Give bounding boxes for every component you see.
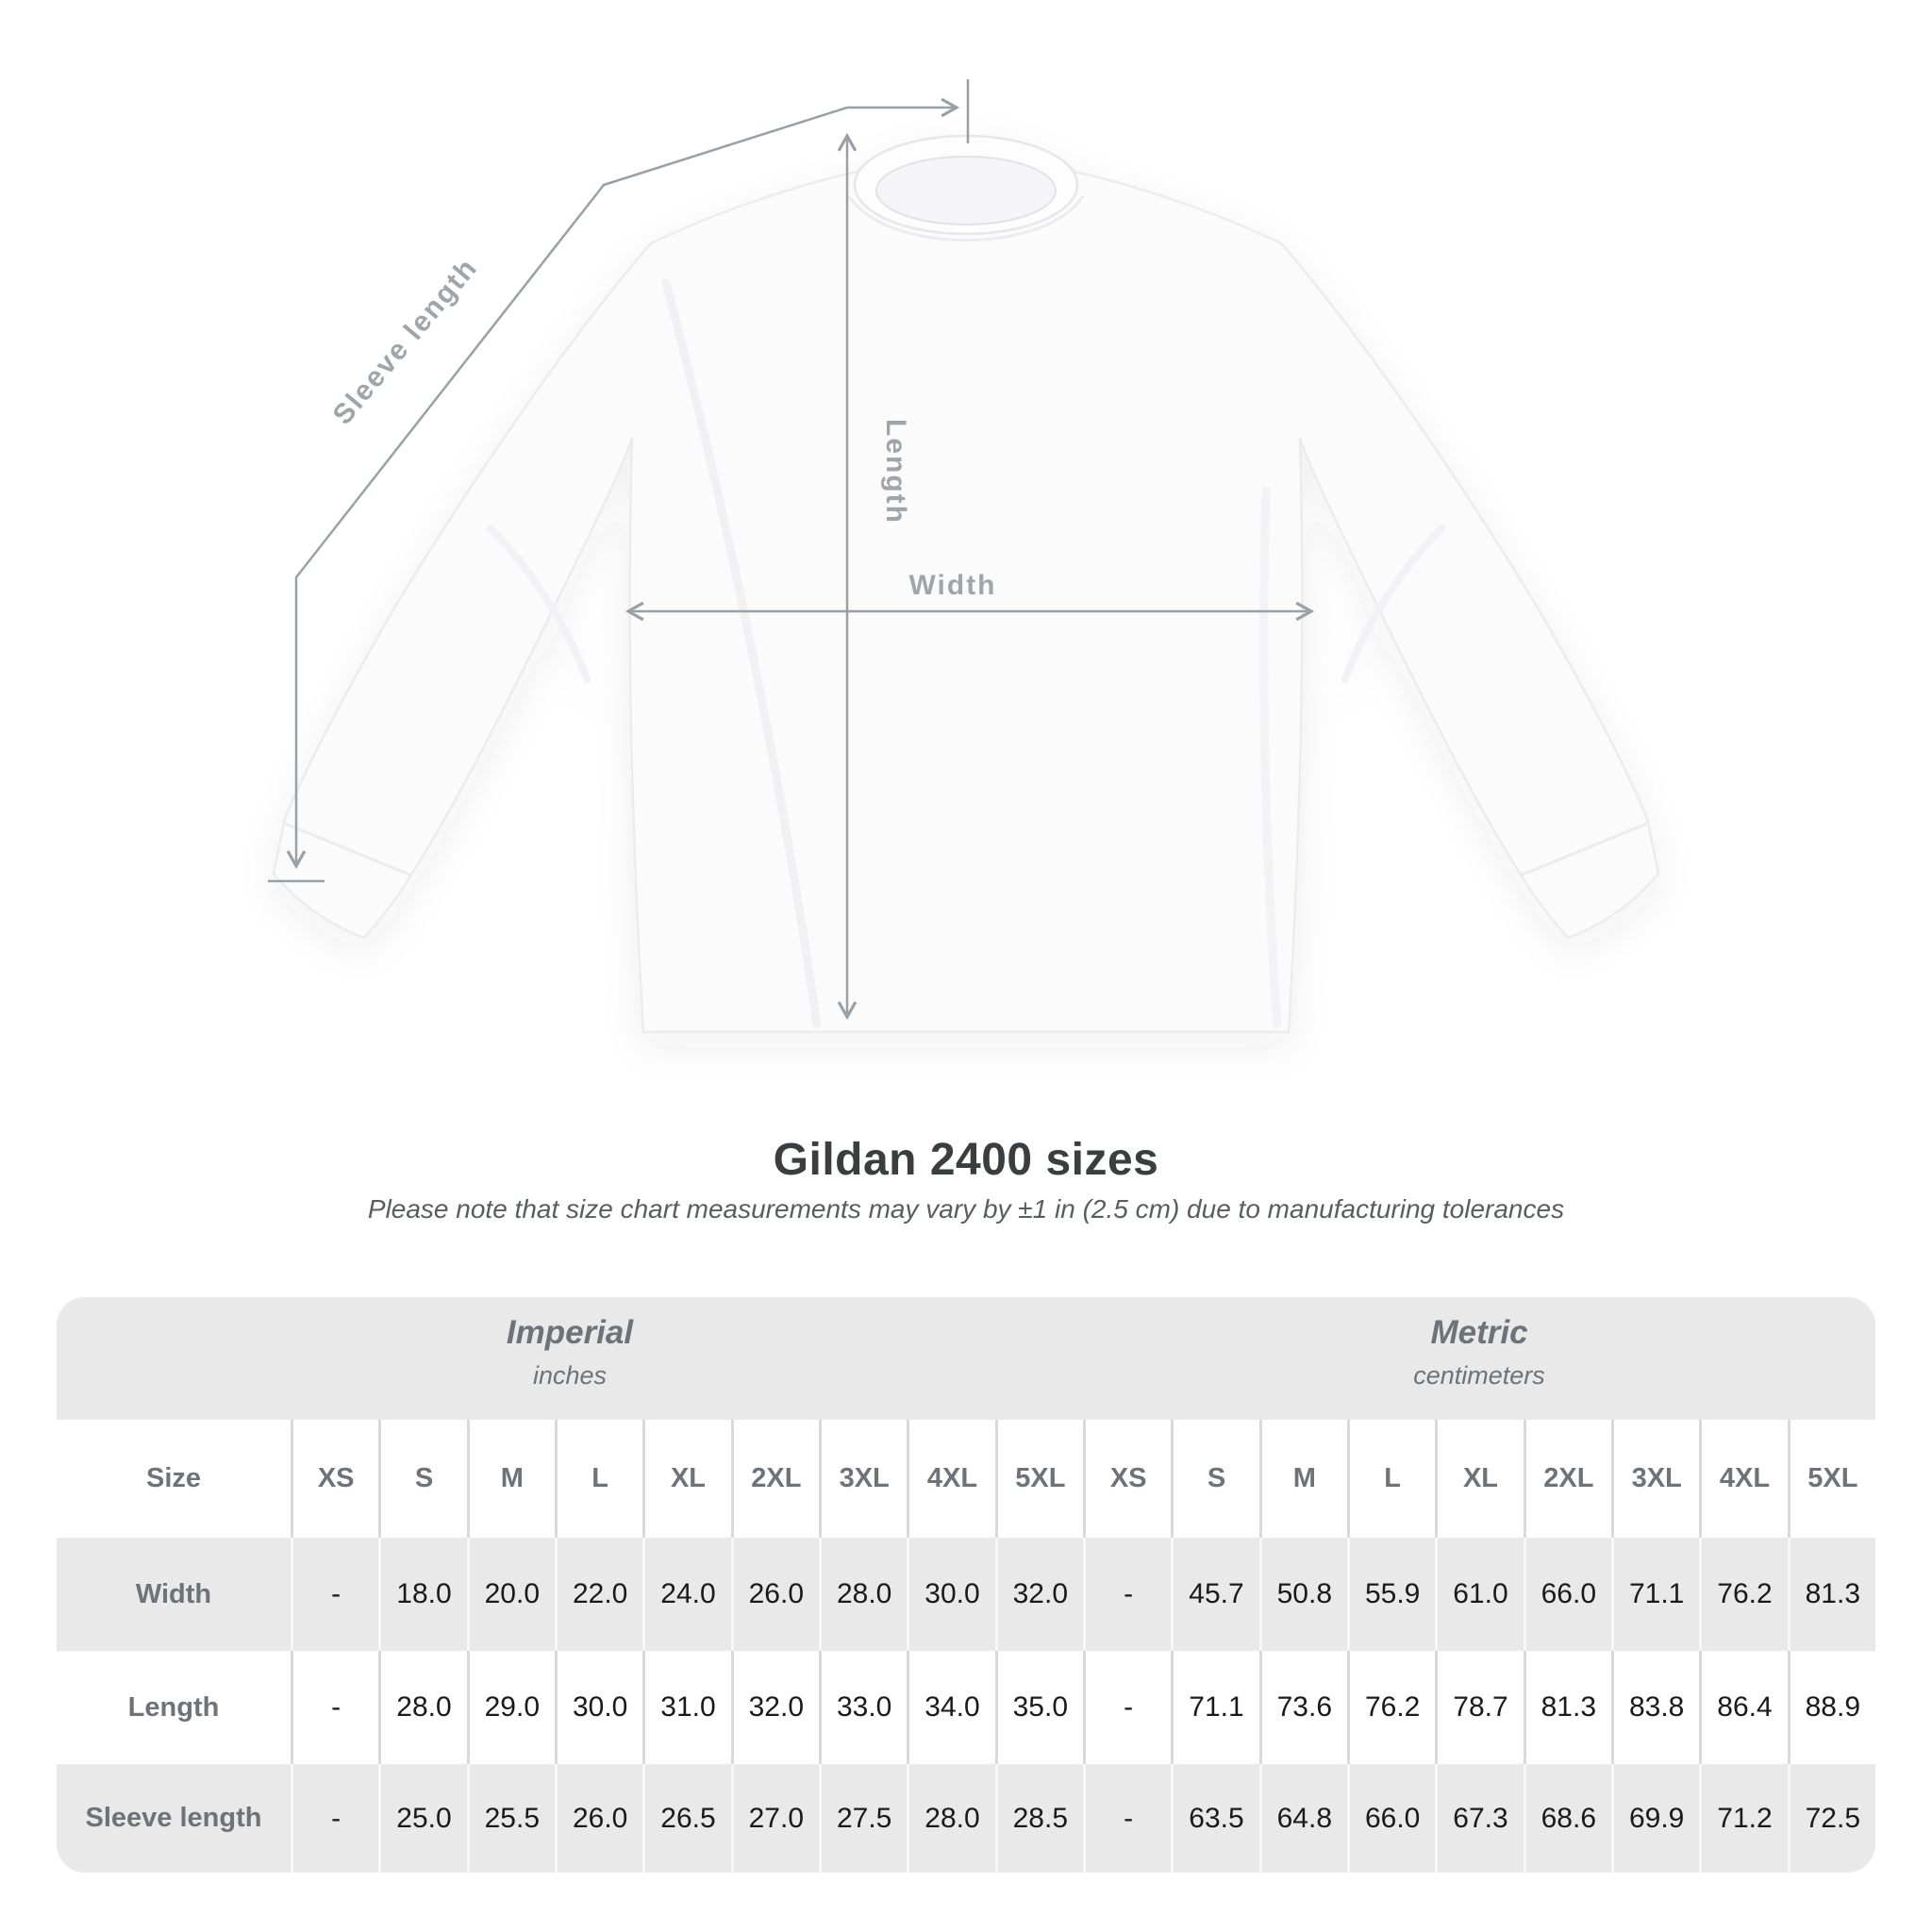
group-header-imperial xyxy=(57,1297,1083,1420)
length-metric-cell: - xyxy=(1083,1651,1171,1764)
width-metric-cell: 61.0 xyxy=(1435,1538,1523,1651)
size-col-header: 5XL xyxy=(995,1420,1083,1538)
length-imperial-cell: 34.0 xyxy=(907,1651,994,1764)
size-col-header: XL xyxy=(1435,1420,1523,1538)
length-imperial-cell: 28.0 xyxy=(378,1651,466,1764)
sleeve-imperial-cell: 26.0 xyxy=(555,1764,642,1873)
width-metric-cell: 45.7 xyxy=(1171,1538,1258,1651)
width-imperial-cell: - xyxy=(291,1538,378,1651)
collar xyxy=(849,136,1083,241)
size-col-header: 5XL xyxy=(1788,1420,1875,1538)
length-imperial-cell: 31.0 xyxy=(642,1651,730,1764)
group-unit-centimeters: centimeters xyxy=(1413,1361,1545,1390)
size-col-header: 4XL xyxy=(907,1420,994,1538)
row-label-length: Length xyxy=(57,1651,291,1764)
sleeve-metric-cell: 69.9 xyxy=(1611,1764,1699,1873)
sleeve-metric-cell: 67.3 xyxy=(1435,1764,1523,1873)
group-header-metric xyxy=(1083,1297,1875,1420)
sleeve-imperial-cell: 28.5 xyxy=(995,1764,1083,1873)
size-col-header: XS xyxy=(1083,1420,1171,1538)
length-metric-cell: 88.9 xyxy=(1788,1651,1875,1764)
size-col-header: L xyxy=(1347,1420,1435,1538)
sleeve-imperial-cell: - xyxy=(291,1764,378,1873)
length-metric-cell: 78.7 xyxy=(1435,1651,1523,1764)
size-col-header: XL xyxy=(642,1420,730,1538)
size-col-header: M xyxy=(467,1420,555,1538)
length-imperial-cell: 29.0 xyxy=(467,1651,555,1764)
width-imperial-cell: 26.0 xyxy=(731,1538,819,1651)
length-imperial-cell: 35.0 xyxy=(995,1651,1083,1764)
length-metric-cell: 76.2 xyxy=(1347,1651,1435,1764)
sleeve-imperial-cell: 27.0 xyxy=(731,1764,819,1873)
size-corner-header: Size xyxy=(57,1420,291,1538)
size-col-header: 3XL xyxy=(819,1420,907,1538)
sleeve-metric-cell: 68.6 xyxy=(1524,1764,1611,1873)
width-metric-cell: 50.8 xyxy=(1259,1538,1347,1651)
width-imperial-cell: 28.0 xyxy=(819,1538,907,1651)
width-metric-cell: - xyxy=(1083,1538,1171,1651)
length-metric-cell: 81.3 xyxy=(1524,1651,1611,1764)
group-label-imperial: Imperial xyxy=(506,1314,634,1351)
sleeve-metric-cell: 66.0 xyxy=(1347,1764,1435,1873)
width-label: Width xyxy=(908,570,997,601)
sleeve-metric-cell: - xyxy=(1083,1764,1171,1873)
sleeve-length-label: Sleeve length xyxy=(326,252,484,431)
sleeve-metric-cell: 72.5 xyxy=(1788,1764,1875,1873)
group-unit-inches: inches xyxy=(532,1361,608,1390)
width-metric-cell: 71.1 xyxy=(1611,1538,1699,1651)
width-imperial-cell: 18.0 xyxy=(378,1538,466,1651)
size-col-header: 2XL xyxy=(1524,1420,1611,1538)
sleeve-imperial-cell: 27.5 xyxy=(819,1764,907,1873)
width-imperial-cell: 22.0 xyxy=(555,1538,642,1651)
sleeve-metric-cell: 63.5 xyxy=(1171,1764,1258,1873)
size-col-header: 2XL xyxy=(731,1420,819,1538)
length-metric-cell: 83.8 xyxy=(1611,1651,1699,1764)
sleeve-imperial-cell: 25.0 xyxy=(378,1764,466,1873)
size-col-header: XS xyxy=(291,1420,378,1538)
length-metric-cell: 86.4 xyxy=(1699,1651,1787,1764)
sleeve-metric-cell: 71.2 xyxy=(1699,1764,1787,1873)
sleeve-metric-cell: 64.8 xyxy=(1259,1764,1347,1873)
length-imperial-cell: 32.0 xyxy=(731,1651,819,1764)
width-metric-cell: 81.3 xyxy=(1788,1538,1875,1651)
sleeve-imperial-cell: 25.5 xyxy=(467,1764,555,1873)
size-chart-subtitle: Please note that size chart measurements may vary by ±1 in (2.5 cm) due to manufacturing tolerances xyxy=(367,1194,1565,1224)
length-imperial-cell: - xyxy=(291,1651,378,1764)
size-table xyxy=(57,1297,1875,1873)
width-metric-cell: 55.9 xyxy=(1347,1538,1435,1651)
size-col-header: S xyxy=(378,1420,466,1538)
width-imperial-cell: 32.0 xyxy=(995,1538,1083,1651)
width-imperial-cell: 24.0 xyxy=(642,1538,730,1651)
row-label-sleeve-length: Sleeve length xyxy=(85,1803,262,1833)
width-metric-cell: 76.2 xyxy=(1699,1538,1787,1651)
size-col-header: M xyxy=(1259,1420,1347,1538)
size-chart-title: Gildan 2400 sizes xyxy=(773,1135,1159,1185)
width-imperial-cell: 20.0 xyxy=(467,1538,555,1651)
length-metric-cell: 71.1 xyxy=(1171,1651,1258,1764)
length-imperial-cell: 30.0 xyxy=(555,1651,642,1764)
size-col-header: L xyxy=(555,1420,642,1538)
sleeve-imperial-cell: 26.5 xyxy=(642,1764,730,1873)
length-imperial-cell: 33.0 xyxy=(819,1651,907,1764)
size-col-header: S xyxy=(1171,1420,1258,1538)
row-label-width: Width xyxy=(135,1578,212,1609)
width-imperial-cell: 30.0 xyxy=(907,1538,994,1651)
width-metric-cell: 66.0 xyxy=(1524,1538,1611,1651)
sleeve-imperial-cell: 28.0 xyxy=(907,1764,994,1873)
size-col-header: 4XL xyxy=(1699,1420,1787,1538)
group-label-metric: Metric xyxy=(1430,1314,1528,1351)
length-metric-cell: 73.6 xyxy=(1259,1651,1347,1764)
length-label: Length xyxy=(880,419,911,525)
size-col-header: 3XL xyxy=(1611,1420,1699,1538)
